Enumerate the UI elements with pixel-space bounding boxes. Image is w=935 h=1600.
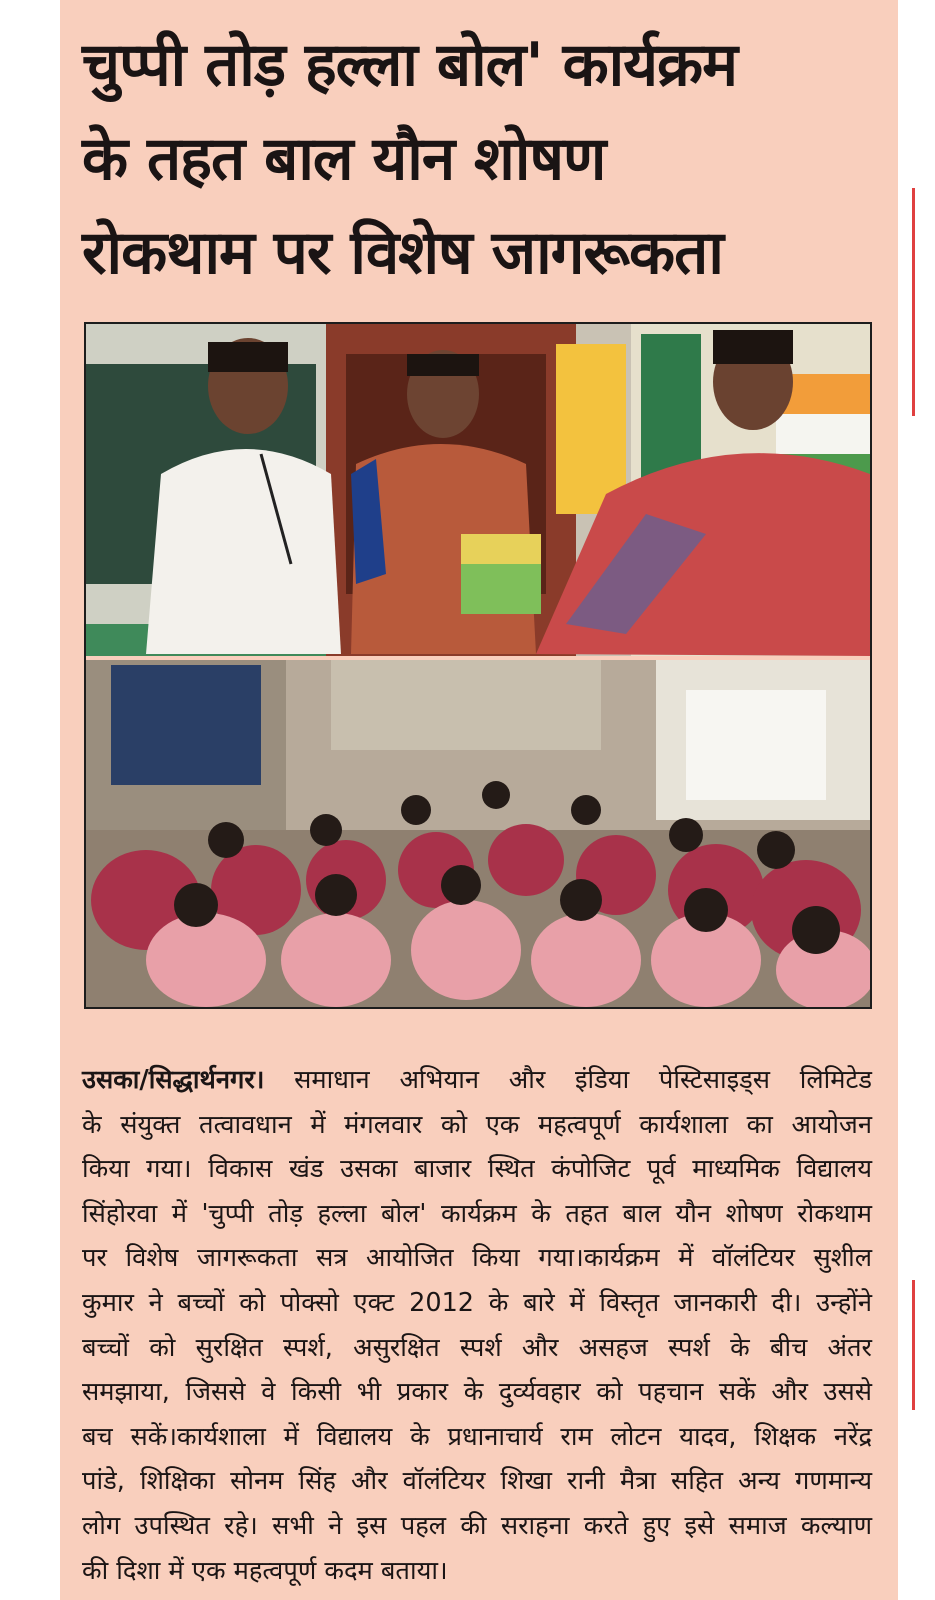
headline [82, 18, 872, 300]
dateline: उसका/सिद्धार्थनगर। [82, 1065, 265, 1095]
article-body [82, 1058, 872, 1593]
body-line: की दिशा में एक महत्वपूर्ण कदम बताया। [82, 1555, 448, 1586]
headline-line-1: चुप्पी तोड़ हल्ला बोल' कार्यक्रम [82, 30, 737, 100]
news-photo-frame [84, 322, 872, 1009]
edge-mark-bottom [912, 1280, 915, 1410]
body-line: लोग उपस्थित रहे। सभी ने इस पहल की सराहना करते हुए इसे समाज कल्याण [82, 1510, 872, 1541]
headline-line-3: रोकथाम पर विशेष जागरूकता [82, 218, 723, 288]
body-line [82, 1058, 872, 1103]
body-line: के संयुक्त तत्वावधान में मंगलवार को एक महत्वपूर्ण कार्यशाला का आयोजन [82, 1109, 872, 1140]
edge-mark-top [912, 188, 915, 416]
photo-men-exchanging-booklet [86, 324, 870, 656]
body-line: बच सकें।कार्यशाला में विद्यालय के प्रधानाचार्य राम लोटन यादव, शिक्षक नरेंद्र [82, 1421, 872, 1452]
body-line: पांडे, शिक्षिका सोनम सिंह और वॉलंटियर शिखा रानी मैत्रा सहित अन्य गणमान्य [82, 1466, 872, 1497]
body-line: सिंहोरवा में 'चुप्पी तोड़ हल्ला बोल' कार्यक्रम के तहत बाल यौन शोषण रोकथाम [82, 1198, 872, 1229]
body-line: पर विशेष जागरूकता सत्र आयोजित किया गया।कार्यक्रम में वॉलंटियर सुशील [82, 1243, 872, 1274]
body-line: बच्चों को सुरक्षित स्पर्श, असुरक्षित स्पर्श और असहज स्पर्श के बीच अंतर [82, 1332, 872, 1363]
body-line: समझाया, जिससे वे किसी भी प्रकार के दुर्व्यवहार को पहचान सकें और उससे [82, 1377, 872, 1408]
body-line: किया गया। विकास खंड उसका बाजार स्थित कंपोजिट पूर्व माध्यमिक विद्यालय [82, 1154, 872, 1185]
body-line: कुमार ने बच्चों को पोक्सो एक्ट 2012 के बारे में विस्तृत जानकारी दी। उन्होंने [82, 1287, 872, 1318]
headline-line-2: के तहत बाल यौन शोषण [82, 124, 606, 194]
body-line-text: समाधान अभियान और इंडिया पेस्टिसाइड्स लिमिटेड [264, 1065, 872, 1095]
photo-students-seated [86, 660, 870, 1007]
